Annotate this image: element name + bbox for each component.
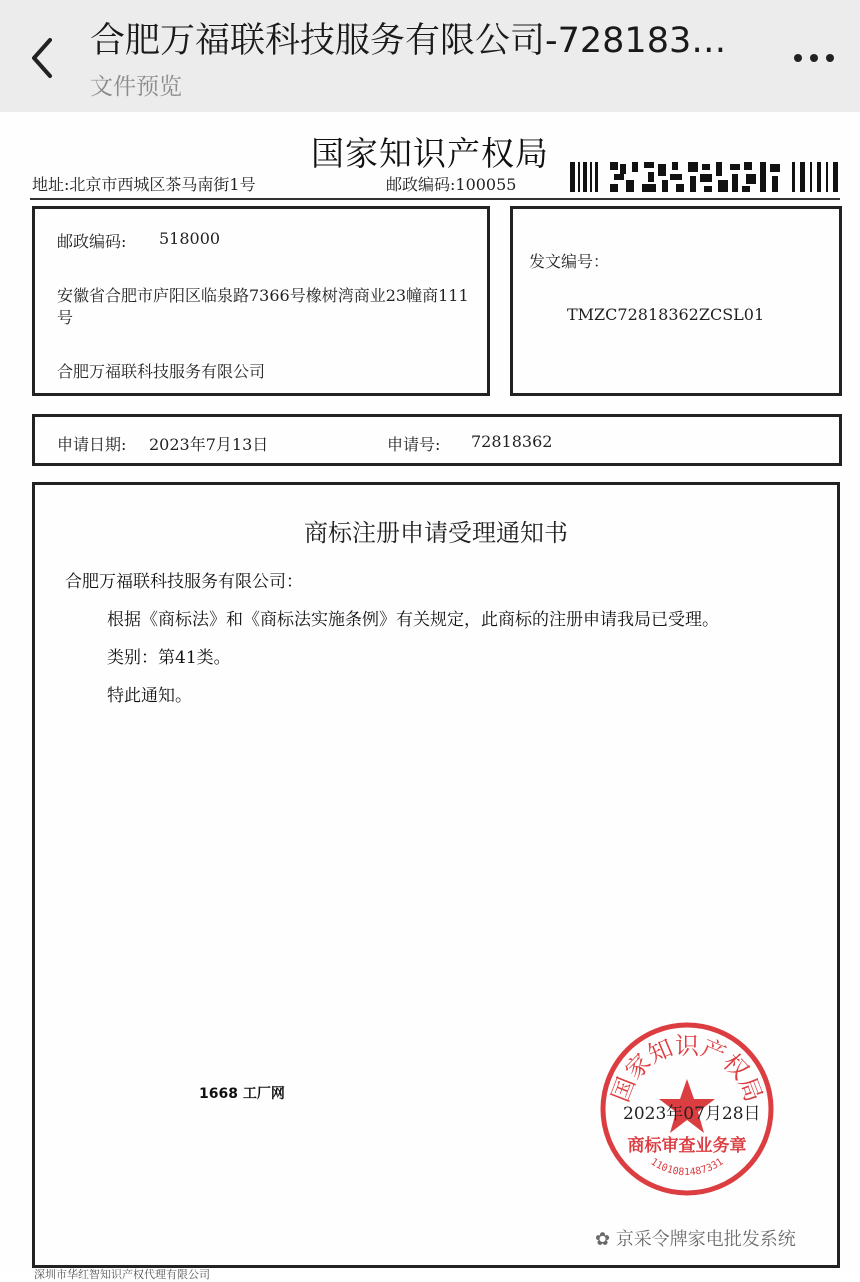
file-preview-label: 文件预览	[90, 74, 182, 100]
salutation: 合肥万福联科技服务有限公司：	[65, 572, 303, 592]
recipient-address-line1: 安徽省合肥市庐阳区临泉路7366号橡树湾商业23幢商111	[57, 286, 469, 305]
wechat-watermark	[595, 1225, 796, 1251]
seal-top-text: 国家知识产权局	[606, 1032, 768, 1106]
recipient-company: 合肥万福联科技服务有限公司	[57, 362, 266, 381]
seal-number-text: 1101081487331	[648, 1156, 726, 1179]
svg-text:1101081487331	[649, 1157, 726, 1179]
doc-number-box	[510, 206, 842, 396]
issuer-heading: 国家知识产权局	[311, 134, 549, 173]
file-title: 合肥万福联科技服务有限公司-728183…	[90, 21, 727, 61]
stamp-date: 2023年07月28日	[623, 1104, 761, 1124]
application-date: 2023年7月13日	[149, 435, 269, 454]
app-bar	[0, 0, 860, 112]
back-button[interactable]	[22, 30, 66, 86]
footer-cut-text: 深圳市华红智知识产权代理有限公司	[34, 1268, 210, 1281]
application-info-box	[32, 414, 842, 466]
barcode-icon	[570, 160, 840, 194]
more-dots-icon	[790, 44, 840, 70]
seal-bottom-text: 商标审查业务章	[627, 1136, 747, 1156]
recipient-postcode-label: 邮政编码:	[57, 232, 127, 251]
notice-category: 类别：第41类。	[107, 648, 231, 668]
notice-title: 商标注册申请受理通知书	[304, 519, 568, 547]
doc-number: TMZC72818362ZCSL01	[567, 305, 765, 324]
notice-paragraph: 根据《商标法》和《商标法实施条例》有关规定，此商标的注册申请我局已受理。	[107, 610, 719, 630]
notice-closing: 特此通知。	[107, 686, 192, 706]
wechat-icon: ✿	[595, 1229, 616, 1250]
recipient-postcode: 518000	[159, 229, 221, 248]
header-divider	[30, 198, 840, 200]
notice-box	[32, 482, 840, 1268]
recipient-address-line2: 号	[57, 308, 74, 327]
more-button[interactable]	[790, 44, 840, 70]
application-no: 72818362	[471, 432, 553, 451]
application-date-label: 申请日期:	[57, 435, 127, 454]
document-preview[interactable]	[0, 112, 860, 1281]
site-watermark: 1668 工厂网	[199, 1086, 285, 1102]
sender-postcode: 邮政编码:100055	[386, 175, 517, 194]
wechat-watermark-text: 京采令牌家电批发系统	[615, 1229, 796, 1250]
application-no-label: 申请号:	[387, 435, 441, 454]
chevron-left-icon	[22, 30, 66, 86]
sender-address: 地址:北京市西城区茶马南街1号	[32, 175, 256, 194]
recipient-box	[32, 206, 490, 396]
doc-number-label: 发文编号：	[529, 252, 610, 271]
